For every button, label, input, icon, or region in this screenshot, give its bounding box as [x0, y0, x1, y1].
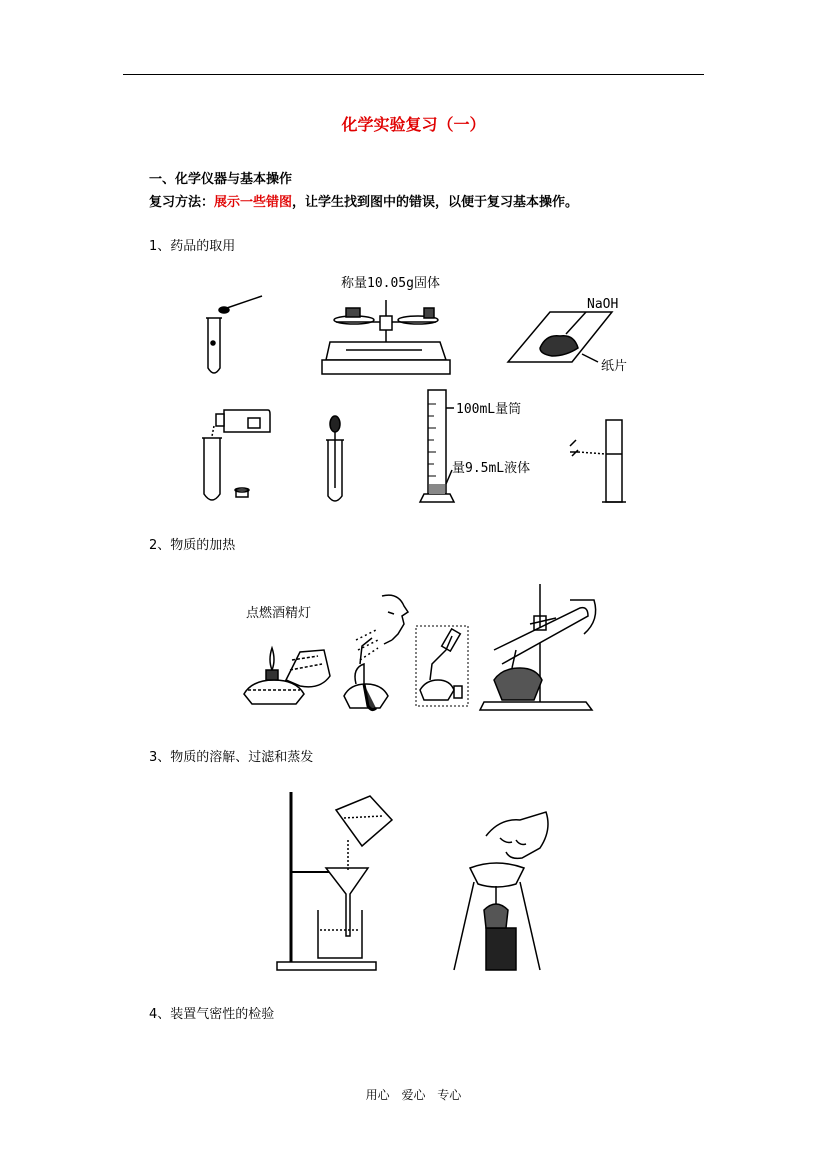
measuring-cylinder-100ml-figure [420, 390, 530, 502]
filtration-figure [277, 792, 392, 970]
item-label-1: 1、药品的取用 [149, 239, 236, 254]
item-label-4: 4、装置气密性的检验 [149, 1007, 275, 1022]
cylinder-95ml-label: 量9.5mL液体 [452, 461, 531, 476]
bottle-pouring-figure [202, 410, 270, 500]
test-tube-with-spoon-figure [206, 296, 262, 373]
page-title: 化学实验复习（一） [341, 115, 486, 134]
item-label-3: 3、物质的溶解、过滤和蒸发 [149, 750, 314, 765]
alcohol-lamp-figures [244, 584, 596, 710]
tube-with-brush-figure [326, 416, 344, 501]
paper-label: 纸片 [601, 359, 628, 374]
method-highlight: 展示一些错图 [214, 195, 293, 210]
method-rest: ，让学生找到图中的错误，以便于复习基本操作。 [292, 195, 579, 210]
cylinder-reading-figure [570, 420, 626, 502]
cylinder-100ml-label: 100mL量筒 [456, 402, 522, 417]
method-label: 复习方法： [149, 195, 215, 210]
balance-caption: 称量10.05g固体 [341, 276, 440, 291]
section-heading: 一、化学仪器与基本操作 [149, 172, 293, 187]
naoh-label: NaOH [587, 297, 619, 312]
balance-figure [322, 275, 450, 374]
page-footer: 用心 爱心 专心 [365, 1088, 462, 1102]
naoh-on-paper-figure [508, 297, 627, 374]
item-label-2: 2、物质的加热 [149, 538, 236, 553]
lamp-caption: 点燃酒精灯 [246, 606, 312, 621]
evaporation-figure [454, 812, 548, 970]
